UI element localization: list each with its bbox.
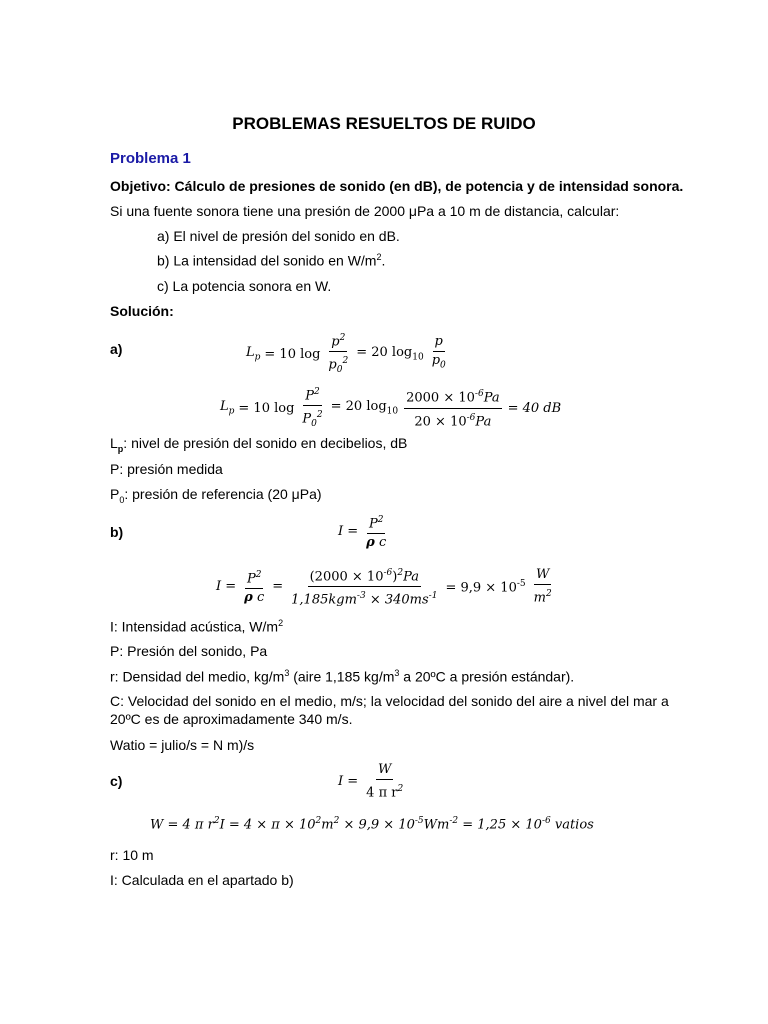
def-r-distance: r: 10 m	[110, 847, 154, 863]
item-c: c) La potencia sonora en W.	[157, 278, 332, 294]
equation-b2: I = $\frac{P^2}{\text{ρ c}}$ = $\frac{(2000 \times 10^{-6})^2Pa}{1,185kgm^{-3} \times 340ms^{-1}}$ = $9,9 \times 10^{-5}$ $\frac{W}{m^2}$	[216, 565, 556, 609]
item-b: b) La intensidad del sonido en $W/m^2$.	[157, 252, 386, 269]
def-r-density: r: Densidad del medio, $kg/m^3$ (aire 1,185 $kg/m^3$ a 20ºC a presión estándar).	[110, 668, 575, 685]
def-p: P: presión medida	[110, 461, 223, 477]
part-b-label: b)	[110, 524, 124, 540]
def-c-line2: 20ºC es de aproximadamente 340 m/s.	[110, 711, 353, 727]
part-c-label: c)	[110, 773, 123, 789]
problem-heading: Problema 1	[110, 150, 191, 167]
def-i: I: Intensidad acústica, $W/m^2$	[110, 618, 284, 635]
part-a-label: a)	[110, 341, 123, 357]
def-i-calculated: I: Calculada en el apartado b)	[110, 872, 294, 888]
objective-text: Objetivo: Cálculo de presiones de sonido (en dB), de potencia y de intensidad sonora.	[110, 178, 684, 194]
def-lp: $L_p$: nivel de presión del sonido en decibelios, dB	[110, 435, 408, 454]
equation-a2: $L_p$ = 10 log $\frac{P^2}{P_0^2}$ = 20 $\log_{10}$ $\frac{2000 \times 10^{-6}Pa}{20 \times 10^{-6}Pa}$ = 40 dB	[220, 384, 561, 432]
equation-c1: I = $\frac{W}{4 \pi r^2}$	[338, 762, 404, 801]
equation-b1: I = $\frac{P^2}{\text{ρ c}}$	[338, 512, 390, 551]
equation-a1: $L_p$ = 10 log $\frac{p^2}{p_0^2}$ = 20 $\log_{10}$ $\frac{p}{p_0}$	[246, 330, 450, 378]
page-title: PROBLEMAS RESUELTOS DE RUIDO	[232, 114, 536, 133]
solution-label: Solución:	[110, 303, 174, 319]
def-p0: $P_0$: presión de referencia (20 μPa)	[110, 486, 322, 505]
def-c-line1: C: Velocidad del sonido en el medio, m/s; la velocidad del sonido del aire a nivel del mar a	[110, 693, 669, 709]
problem-statement: Si una fuente sonora tiene una presión de 2000 μPa a 10 m de distancia, calcular:	[110, 203, 620, 219]
equation-c2: W = 4 π $r^2I = 4 \times \pi \times 10^2m^2 \times 9,9 \times 10^{-5}Wm^{-2} = 1,25 \times 10^{-6}$ vatios	[150, 816, 594, 833]
item-a: a) El nivel de presión del sonido en dB.	[157, 228, 400, 244]
def-watio: Watio = julio/s = N m)/s	[110, 737, 255, 753]
def-p-pressure: P: Presión del sonido, Pa	[110, 643, 268, 659]
